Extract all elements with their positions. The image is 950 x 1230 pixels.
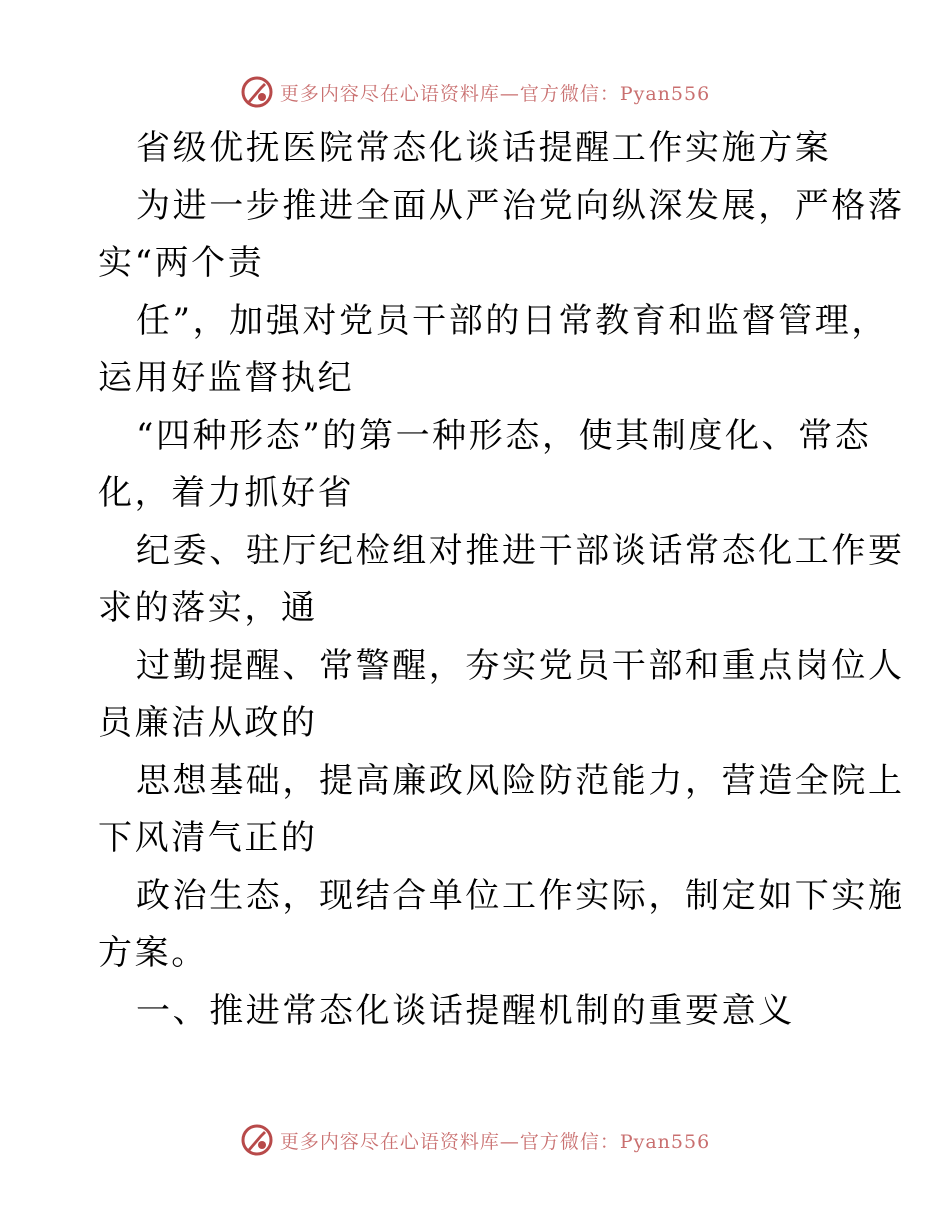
document-title: 省级优抚医院常态化谈话提醒工作实施方案: [136, 128, 832, 168]
footer-banner-text: 更多内容尽在心语资料库—官方微信：Pyan556: [279, 1130, 711, 1153]
paragraph-line: 为进一步推进全面从严治党向纵深发展，严格落: [136, 185, 905, 226]
paragraph-line: 员廉洁从政的: [98, 703, 318, 743]
paragraph-line: 运用好监督执纪: [98, 358, 355, 398]
paragraph-line: 求的落实，通: [98, 588, 318, 628]
paragraph-line: 思想基础，提高廉政风险防范能力，营造全院上: [136, 760, 905, 801]
paragraph-line: 政治生态，现结合单位工作实际，制定如下实施: [136, 875, 905, 916]
header-watermark-banner: [0, 72, 950, 112]
document-body: [98, 120, 905, 1040]
header-banner-text: 更多内容尽在心语资料库—官方微信：Pyan556: [279, 82, 711, 105]
paragraph-line: 下风清气正的: [98, 818, 318, 858]
paragraph-line: “四种形态”的第一种形态，使其制度化、常态: [136, 415, 872, 456]
paragraph-line: 化，着力抓好省: [98, 473, 355, 513]
footer-watermark-banner: [0, 1120, 950, 1160]
paragraph-line: 任”，加强对党员干部的日常教育和监督管理，: [136, 300, 888, 341]
paragraph-line: 方案。: [98, 933, 208, 973]
paragraph-line: 纪委、驻厅纪检组对推进干部谈话常态化工作要: [136, 530, 905, 571]
paragraph-line: 过勤提醒、常警醒，夯实党员干部和重点岗位人: [136, 645, 905, 686]
paragraph-line: 实“两个责: [98, 243, 265, 283]
pen-logo-icon: [240, 1123, 274, 1157]
section-heading: 一、推进常态化谈话提醒机制的重要意义: [136, 990, 795, 1031]
pen-logo-icon: [240, 75, 274, 109]
